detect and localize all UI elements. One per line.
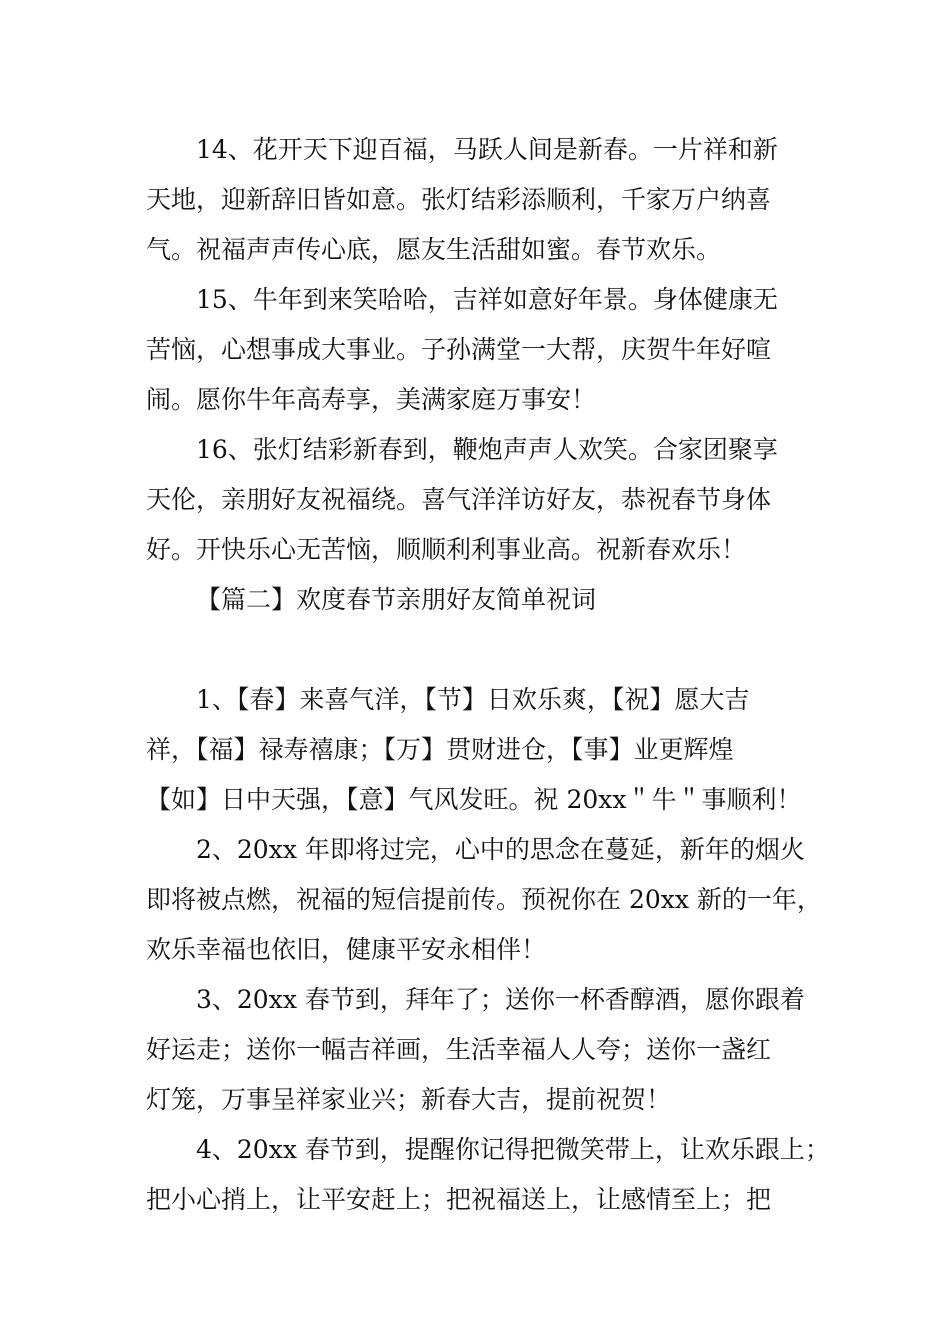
paragraph-16-line-3: 好。开快乐心无苦恼，顺顺利利事业高。祝新春欢乐！ bbox=[146, 535, 747, 564]
paragraph-15-line-1: 15、牛年到来笑哈哈，吉祥如意好年景。身体健康无 bbox=[196, 285, 778, 314]
paragraph-2-line-3: 欢乐幸福也依旧，健康平安永相伴！ bbox=[146, 935, 547, 964]
paragraph-16-line-1: 16、张灯结彩新春到，鞭炮声声人欢笑。合家团聚享 bbox=[196, 435, 778, 464]
paragraph-14-line-2: 天地，迎新辞旧皆如意。张灯结彩添顺利，千家万户纳喜 bbox=[146, 185, 772, 214]
paragraph-14-line-3: 气。祝福声声传心底，愿友生活甜如蜜。春节欢乐。 bbox=[146, 235, 722, 264]
section-heading: 【篇二】欢度春节亲朋好友简单祝词 bbox=[196, 585, 597, 614]
paragraph-15-line-2: 苦恼，心想事成大事业。子孙满堂一大帮，庆贺牛年好喧 bbox=[146, 335, 772, 364]
paragraph-2-line-2: 即将被点燃，祝福的短信提前传。预祝你在 20xx 新的一年， bbox=[146, 885, 822, 914]
paragraph-4-line-1: 4、20xx 春节到，提醒你记得把微笑带上，让欢乐跟上； bbox=[196, 1135, 830, 1164]
paragraph-4-line-2: 把小心捎上，让平安赶上；把祝福送上，让感情至上；把 bbox=[146, 1185, 772, 1214]
paragraph-14-line-1: 14、花开天下迎百福，马跃人间是新春。一片祥和新 bbox=[196, 135, 778, 164]
paragraph-15-line-3: 闹。愿你牛年高寿享，美满家庭万事安！ bbox=[146, 385, 597, 414]
paragraph-16-line-2: 天伦，亲朋好友祝福绕。喜气洋洋访好友，恭祝春节身体 bbox=[146, 485, 772, 514]
paragraph-1-line-1: 1、【春】来喜气洋，【节】日欢乐爽，【祝】愿大吉 bbox=[196, 685, 750, 714]
paragraph-1-line-3: 【如】日中天强，【意】气风发旺。祝 20xx＂牛＂事顺利！ bbox=[146, 785, 802, 814]
paragraph-3-line-1: 3、20xx 春节到，拜年了；送你一杯香醇酒，愿你跟着 bbox=[196, 985, 805, 1014]
paragraph-2-line-1: 2、20xx 年即将过完，心中的思念在蔓延，新年的烟火 bbox=[196, 835, 805, 864]
paragraph-3-line-2: 好运走；送你一幅吉祥画，生活幸福人人夸；送你一盏红 bbox=[146, 1035, 772, 1064]
paragraph-1-line-2: 祥，【福】禄寿禧康；【万】贯财进仓，【事】业更辉煌 bbox=[146, 735, 734, 764]
paragraph-3-line-3: 灯笼，万事呈祥家业兴；新春大吉，提前祝贺！ bbox=[146, 1085, 672, 1114]
